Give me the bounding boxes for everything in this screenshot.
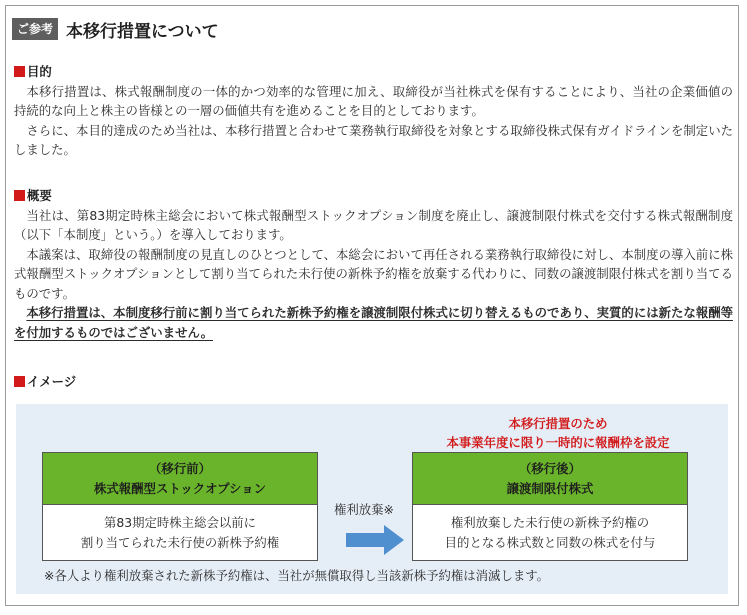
section-header — [12, 16, 219, 42]
overview-heading-text: 概要 — [27, 188, 52, 203]
overview-paragraph-2: 本議案は、取締役の報酬制度の見直しのひとつとして、本総会において再任される業務執行取締役に対し、本制度の導入前に株式報酬型ストックオプションとして割り当てられた未行使の新株予約権を放棄する代わりに、同数の譲渡制限付株式を割り当てるものです。 — [14, 246, 733, 301]
transition-diagram — [16, 404, 728, 594]
before-label: （移行前） — [149, 461, 211, 476]
before-name: 株式報酬型ストックオプション — [94, 481, 266, 496]
after-box — [412, 452, 688, 561]
reference-badge: ご参考 — [12, 18, 58, 40]
overview-paragraph-1: 当社は、第83期定時株主総会において株式報酬型ストックオプション制度を廃止し、譲渡制限付株式を交付する株式報酬制度（以下「本制度」という。）を導入しております。 — [14, 207, 733, 242]
before-desc-line-1: 第83期定時株主総会以前に — [103, 515, 257, 530]
before-box — [42, 452, 318, 561]
rights-waiver-label: 権利放棄※ — [334, 502, 394, 517]
after-label: （移行後） — [519, 461, 581, 476]
red-note-line-1: 本移行措置のため — [508, 416, 608, 431]
right-arrow-icon — [346, 525, 404, 555]
image-heading — [14, 372, 733, 392]
diagram-footnote: ※各人より権利放棄された新株予約権は、当社が無償取得し当該新株予約権は消滅します。 — [44, 568, 550, 583]
red-note-line-2: 本事業年度に限り一時的に報酬枠を設定 — [446, 435, 670, 450]
overview-section — [14, 186, 733, 342]
red-square-icon — [14, 190, 25, 201]
red-square-icon — [14, 376, 25, 387]
overview-emphasis: 本移行措置は、本制度移行前に割り当てられた新株予約権を譲渡制限付株式に切り替えるものであり、実質的には新たな報酬等を付加するものではございません。 — [14, 305, 733, 340]
compensation-limit-note — [418, 414, 698, 452]
after-desc-line-2: 目的となる株式数と同数の株式を付与 — [444, 534, 656, 550]
after-name: 譲渡制限付株式 — [506, 481, 594, 496]
after-box-body — [413, 505, 687, 560]
page-title: 本移行措置について — [66, 21, 219, 42]
before-box-header — [43, 453, 317, 505]
after-desc-line-1: 権利放棄した未行使の新株予約権の — [450, 515, 650, 530]
before-box-body — [43, 505, 317, 560]
red-square-icon — [14, 66, 25, 77]
purpose-heading — [14, 62, 733, 82]
purpose-section — [14, 62, 733, 160]
image-heading-text: イメージ — [27, 374, 77, 389]
after-box-header — [413, 453, 687, 505]
purpose-paragraph-2: さらに、本目的達成のため当社は、本移行措置と合わせて業務執行取締役を対象とする取締役株式保有ガイドラインを制定いたしました。 — [14, 122, 733, 157]
image-section-heading — [14, 372, 733, 392]
before-desc-line-2: 割り当てられた未行使の新株予約権 — [80, 534, 280, 550]
purpose-paragraph-1: 本移行措置は、株式報酬制度の一体的かつ効率的な管理に加え、取締役が当社株式を保有することにより、当社の企業価値の持続的な向上と株主の皆様との一層の価値共有を進めることを目的としております。 — [14, 83, 733, 118]
overview-heading — [14, 186, 733, 206]
purpose-heading-text: 目的 — [27, 64, 52, 79]
